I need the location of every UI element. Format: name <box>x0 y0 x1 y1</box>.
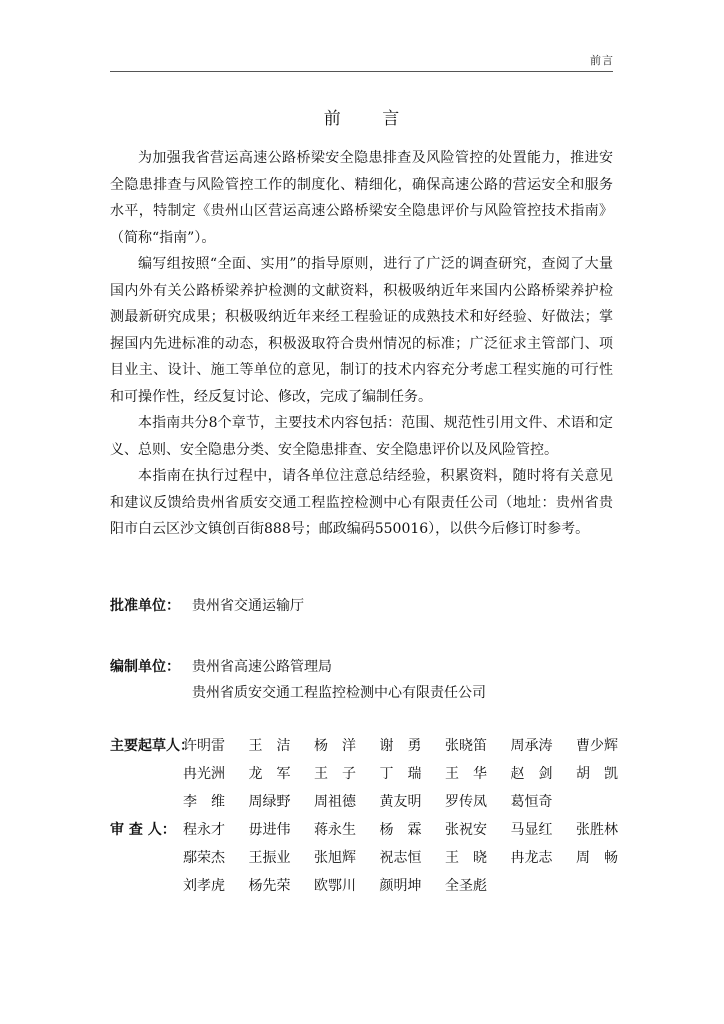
drafter-name: 谢 勇 <box>379 738 422 754</box>
reviewers-row <box>110 875 630 903</box>
reviewer-name: 颜明坤 <box>379 878 422 894</box>
paragraph-purpose: 为加强我省营运高速公路桥梁安全隐患排查及风险管控的处置能力，推进安全隐患排查与风险管控工作的制度化、精细化，确保高速公路的营运安全和服务水平，特制定《贵州山区营运高速公路桥梁安全隐患评价与风险管控技术指南》（简称“指南”）。 <box>110 150 613 246</box>
reviewer-name: 张旭辉 <box>314 850 356 866</box>
editor-value-2: 贵州省质安交通工程监控检测中心有限责任公司 <box>192 685 486 701</box>
reviewers-row <box>110 819 630 847</box>
reviewers-row <box>110 847 630 875</box>
drafter-name: 周绿野 <box>248 794 291 810</box>
reviewer-name: 马显红 <box>510 822 553 838</box>
drafter-name: 王 子 <box>314 766 356 782</box>
paragraph-process: 编写组按照“全面、实用”的指导原则，进行了广泛的调查研究，查阅了大量国内外有关公路桥梁养护检测的文献资料，积极吸纳近年来国内公路桥梁养护检测最新研究成果；积极吸纳近年来经工程验证的成熟技术和好经验、好做法；掌握国内先进标准的动态，积极汲取符合贵州情况的标准；广泛征求主管部门、项目业主、设计、施工等单位的意见，制订的技术内容充分考虑工程实施的可行性和可操作性，经反复讨论、修改，完成了编制任务。 <box>110 256 613 405</box>
reviewer-name: 张胜林 <box>576 822 618 838</box>
drafter-name: 冉光洲 <box>183 766 225 782</box>
reviewer-name: 王振业 <box>248 850 291 866</box>
drafter-name: 赵 剑 <box>510 766 553 782</box>
reviewer-name: 蒋永生 <box>314 822 356 838</box>
drafter-name: 杨 洋 <box>314 738 356 754</box>
reviewer-name: 刘孝虎 <box>183 878 225 894</box>
drafter-name: 许明雷 <box>183 738 225 754</box>
drafter-name: 丁 瑞 <box>379 766 422 782</box>
drafters-row <box>110 791 630 819</box>
people-section <box>110 735 630 903</box>
reviewer-name: 全圣彪 <box>445 878 487 894</box>
reviewer-name: 毋进伟 <box>248 822 291 838</box>
drafter-name: 葛恒奇 <box>510 794 553 810</box>
drafter-name: 王 洁 <box>248 738 291 754</box>
reviewer-name: 冉龙志 <box>510 850 553 866</box>
running-header: 前言 <box>590 54 614 67</box>
reviewer-name: 周 畅 <box>576 850 618 866</box>
reviewer-name: 杨 霖 <box>379 822 422 838</box>
editor-value-1: 贵州省高速公路管理局 <box>192 659 332 675</box>
reviewer-name: 欧鄂川 <box>314 878 356 894</box>
drafter-name: 胡 凯 <box>576 766 618 782</box>
drafter-name: 王 华 <box>445 766 487 782</box>
reviewer-name: 杨先荣 <box>248 878 291 894</box>
drafters-row <box>110 763 630 791</box>
drafter-name: 李 维 <box>183 794 225 810</box>
reviewers-label: 审 查 人： <box>110 822 176 838</box>
drafter-name: 周承涛 <box>510 738 553 754</box>
paragraph-contents: 本指南共分8个章节，主要技术内容包括：范围、规范性引用文件、术语和定义、总则、安全隐患分类、安全隐患排查、安全隐患评价以及风险管控。 <box>110 415 613 458</box>
paragraph-feedback: 本指南在执行过程中，请各单位注意总结经验，积累资料，随时将有关意见和建议反馈给贵州省质安交通工程监控检测中心有限责任公司（地址：贵州省贵阳市白云区沙文镇创百街888号；邮政编码550016），以供今后修订时参考。 <box>110 468 613 537</box>
header-rule <box>110 71 613 72</box>
drafter-name: 张晓笛 <box>445 738 487 754</box>
editor-label: 编制单位： <box>110 659 180 675</box>
reviewer-name: 祝志恒 <box>379 850 422 866</box>
drafter-name: 周祖德 <box>314 794 356 810</box>
preface-body <box>110 145 613 543</box>
approval-label: 批准单位： <box>110 598 180 614</box>
drafter-name: 龙 军 <box>248 766 291 782</box>
drafter-name: 曹少辉 <box>576 738 618 754</box>
editor-unit <box>110 656 613 708</box>
drafters-label: 主要起草人： <box>110 738 194 754</box>
drafter-name: 罗传凤 <box>445 794 487 810</box>
reviewer-name: 鄢荣杰 <box>183 850 225 866</box>
reviewer-name: 王 晓 <box>445 850 487 866</box>
drafter-name: 黄友明 <box>379 794 422 810</box>
drafters-row <box>110 735 630 763</box>
reviewer-name: 张祝安 <box>445 822 487 838</box>
reviewer-name: 程永才 <box>183 822 225 838</box>
approval-value: 贵州省交通运输厅 <box>192 598 304 614</box>
approval-unit <box>110 595 613 621</box>
page-title: 前 言 <box>323 109 418 129</box>
